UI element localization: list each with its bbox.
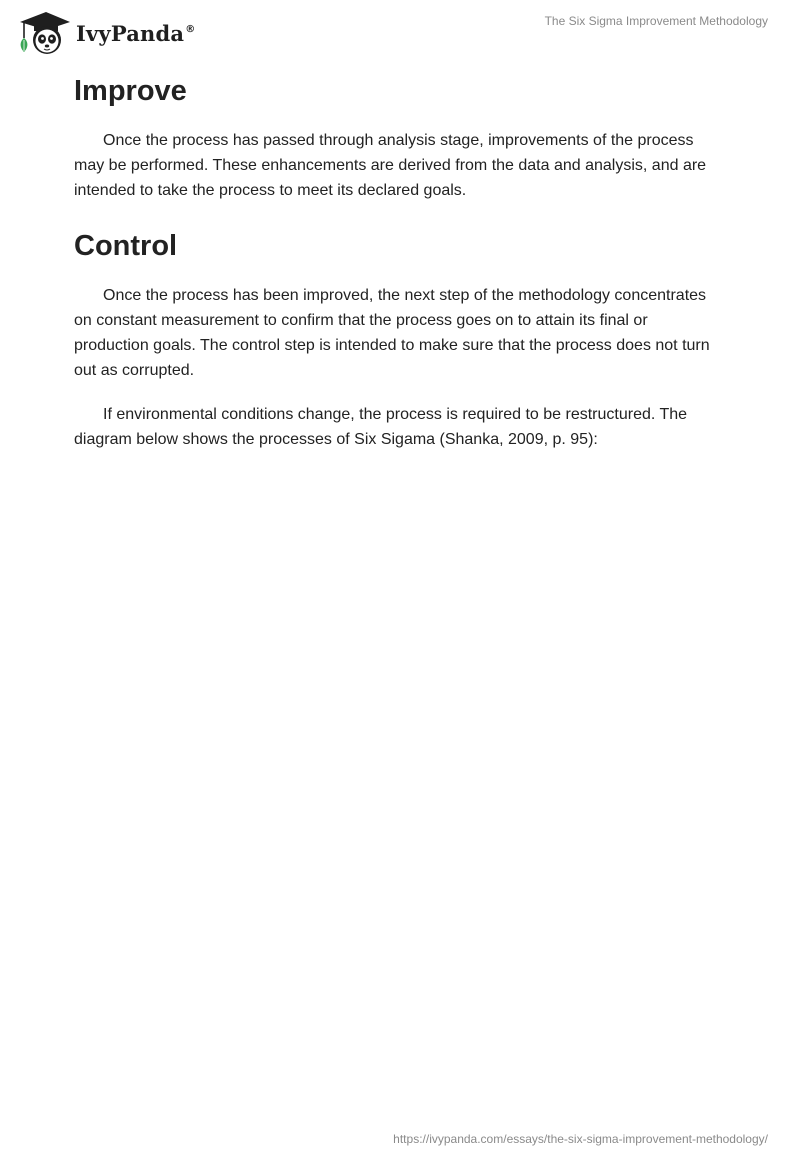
essay-content xyxy=(74,70,726,452)
brand-logo[interactable] xyxy=(16,8,195,56)
panda-graduation-cap-icon xyxy=(16,8,72,56)
section-control xyxy=(74,225,726,452)
section-heading-improve: Improve xyxy=(74,75,187,107)
running-title: The Six Sigma Improvement Methodology xyxy=(544,14,768,28)
paragraph: Once the process has passed through analysis stage, improvements of the process may be performed. These enhancements are derived from the data and analysis, and are intended to take the process to meet its declared goals. xyxy=(74,132,707,199)
brand-name: IvyPanda® xyxy=(76,20,196,46)
registered-mark: ® xyxy=(185,23,196,35)
paragraph: Once the process has been improved, the next step of the methodology concentrates on constant measurement to confirm that the process goes on to attain its final or production goals. The control step is intended to make sure that the process does not turn out as corrupted. xyxy=(74,287,710,379)
page-header xyxy=(0,0,800,60)
section-heading-control: Control xyxy=(74,230,178,262)
footer-url-link[interactable]: https://ivypanda.com/essays/the-six-sigma-improvement-methodology/ xyxy=(393,1132,768,1146)
section-improve xyxy=(74,70,726,203)
paragraph: If environmental conditions change, the process is required to be restructured. The diagram below shows the processes of Six Sigama (Shanka, 2009, p. 95): xyxy=(74,406,688,448)
